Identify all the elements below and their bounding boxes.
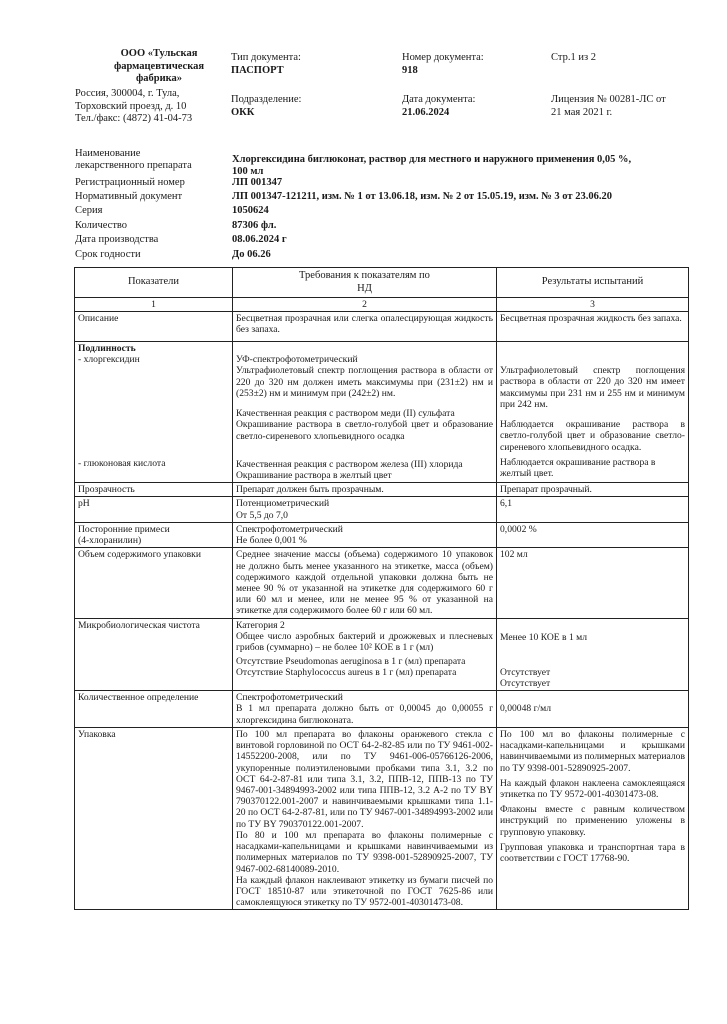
column-number: 3 [497, 298, 689, 312]
micro-result: Отсутствует [500, 666, 551, 678]
row-result: Бесцветная прозрачная жидкость без запаха. [497, 312, 689, 342]
micro-result: Отсутствует [500, 678, 551, 690]
meta-row-norm-doc [75, 191, 687, 203]
row-label: Объем содержимого упаковки [75, 548, 233, 618]
table-row-ph [75, 497, 689, 522]
identity-result: Наблюдается окрашивание раствора в желтый цвет. [500, 456, 656, 479]
row-result: 6,1 [497, 497, 689, 522]
identity-result: Наблюдается окрашивание раствора в светло-голубой цвет и образование светло-сиреневого хлопьевидного осадка. [500, 419, 685, 453]
identity-method: Качественная реакция с раствором железа (III) хлорида [236, 458, 463, 470]
table-number-row [75, 298, 689, 312]
doc-date-label: Дата документа: [402, 94, 476, 105]
row-requirement: Препарат должен быть прозрачным. [233, 483, 497, 497]
meta-label: Срок годности [75, 249, 141, 260]
micro-result: Менее 10 КОЕ в 1 мл [500, 631, 588, 643]
row-label: Микробиологическая чистота [75, 618, 233, 691]
meta-label: Дата производства [75, 234, 159, 245]
meta-row-production-date [75, 234, 687, 246]
results-table [74, 267, 689, 910]
identity-result: Ультрафиолетовый спектр поглощения раствора в области от 220 до 320 нм имеет максимумы при 231 нм и 255 нм и минимум при 242 нм. [500, 365, 685, 410]
meta-row-quantity [75, 220, 687, 232]
meta-label: Нормативный документ [75, 191, 183, 202]
row-result: 102 мл [497, 548, 689, 618]
table-row-description [75, 312, 689, 342]
page-indicator: Стр.1 из 2 [551, 52, 596, 63]
row-sublabel: - хлоргексидин [78, 354, 140, 366]
meta-value: 1050624 [232, 205, 269, 216]
meta-value: ЛП 001347-121211, изм. № 1 от 13.06.18, изм. № 2 от 15.05.19, изм. № 3 от 23.06.20 [232, 191, 612, 202]
table-row-transparency [75, 483, 689, 497]
doc-type-value: ПАСПОРТ [231, 65, 284, 76]
row-requirement: Спектрофотометрический Не более 0,001 % [233, 522, 497, 547]
meta-label: Серия [75, 205, 103, 216]
row-label: Количественное определение [75, 691, 233, 728]
header-requirements: Требования к показателям по НД [233, 268, 497, 298]
packaging-result: По 100 мл во флаконы полимерные с насадками-капельницами и крышками навинчиваемыми из полимерных материалов по ТУ 9398-001-52890925-2007. [500, 728, 685, 774]
row-result [497, 618, 689, 691]
row-label: Упаковка [75, 727, 233, 910]
meta-row-reg-number [75, 177, 687, 189]
header-results: Результаты испытаний [497, 268, 689, 298]
packaging-result: На каждый флакон наклеена самоклеящаяся этикетка по ТУ 9572-001-40301473-08. [500, 777, 685, 800]
identity-criterion: Окрашивание раствора в желтый цвет [236, 469, 392, 481]
row-requirement [233, 727, 497, 910]
row-requirement: Потенциометрический От 5,5 до 7,0 [233, 497, 497, 522]
table-row-identity [75, 342, 689, 483]
identity-method: Качественная реакция с раствором меди (II) сульфата [236, 408, 455, 420]
meta-row-expiry [75, 249, 687, 261]
row-result [497, 342, 689, 483]
packaging-requirement: По 80 и 100 мл препарата во флаконы полимерные с насадками-капельницами и крышками навинчиваемыми из полимерных материалов по ТУ 9398-001-52890925-2007, ТУ 9467-002-68140089-2010. [236, 829, 493, 875]
meta-value: 08.06.2024 г [232, 234, 287, 245]
row-label: Посторонние примеси (4-хлоранилин) [75, 522, 233, 547]
row-result: 0,0002 % [497, 522, 689, 547]
meta-row-product [75, 148, 687, 179]
row-requirement: Спектрофотометрический В 1 мл препарата должно быть от 0,00045 до 0,00055 г хлоргексидина биглюконата. [233, 691, 497, 728]
row-label: Прозрачность [75, 483, 233, 497]
meta-label: Наименование лекарственного препарата [75, 148, 192, 172]
table-row-volume [75, 548, 689, 618]
doc-number-label: Номер документа: [402, 52, 484, 63]
row-label-cell [75, 342, 233, 483]
micro-category: Категория 2 [236, 619, 285, 631]
meta-label: Количество [75, 220, 128, 231]
division-label: Подразделение: [231, 94, 302, 105]
row-result: Препарат прозрачный. [497, 483, 689, 497]
table-row-microbiology [75, 618, 689, 691]
meta-value: До 06.26 [232, 249, 271, 260]
packaging-result: Групповая упаковка и транспортная тара в соответствии с ГОСТ 17768-90. [500, 841, 685, 865]
table-header-row [75, 268, 689, 298]
division-value: ОКК [231, 107, 255, 118]
packaging-requirement: На каждый флакон наклеивают этикетку из бумаги писчей по ГОСТ 18510-87 или этикеточной по ГОСТ 7625-86 или самоклеящуюся этикетку по ТУ 9572-001-40301473-08. [236, 874, 493, 909]
row-requirement: Среднее значение массы (объема) содержимого 10 упаковок не должно быть менее указанного на этикетке, масса (объем) содержимого каждой отдельной упаковки должна быть не менее 90 % от указанной на этикетке для содержимого 60 г или 60 мл и менее, или не менее 95 % от указанной на этикетке для содержимого более 60 г или 60 мл. [233, 548, 497, 618]
packaging-requirement: По 100 мл препарата во флаконы оранжевого стекла с винтовой горловиной по ОСТ 64-2-82-85 или по ТУ 9461-002-14552200-2008, или по ТУ 9461-006-05766126-2006, укупоренные полиэтиленовыми пробками типа 3.1, 3.2 по ОСТ 64-2-87-81 или типа 3.1, 3.2, ППВ-12, ППВ-13 по ТУ 9467-001-34894993-2002 или типа ППВ-12, 3.2 А-2 по ТУ BY 790370122.001-2007 и навинчиваемыми крышками типа 1.1-20 по ОСТ 64-2-87-81, или по ТУ 9467-001-34894993-2002 или по ТУ BY 790370122.001-2007. [236, 728, 493, 830]
identity-criterion: Ультрафиолетовый спектр поглощения раствора в области от 220 до 320 нм должен иметь максимумы при (231±2) нм и (253±2) нм и минимум при (242±2) нм. [236, 365, 493, 399]
column-number: 2 [233, 298, 497, 312]
micro-criterion: Отсутствие Staphylococcus aureus в 1 г (мл) препарата [236, 667, 457, 679]
company-address: Россия, 300004, г. Тула, Торховский проезд, д. 10 Тел./факс: (4872) 41-04-73 [75, 88, 193, 125]
doc-type-label: Тип документа: [231, 52, 301, 63]
row-label: Подлинность [78, 343, 136, 355]
row-label: pH [75, 497, 233, 522]
meta-label: Регистрационный номер [75, 177, 185, 188]
table-row-packaging [75, 727, 689, 910]
license-info: Лицензия № 00281-ЛС от 21 мая 2021 г. [551, 94, 666, 118]
doc-date-value: 21.06.2024 [402, 107, 450, 118]
identity-method: УФ-спектрофотометрический [236, 354, 358, 366]
row-result [497, 727, 689, 910]
company-name: ООО «Тульская фармацевтическая фабрика» [113, 48, 205, 85]
row-result: 0,00048 г/мл [497, 691, 689, 728]
header-indicators: Показатели [75, 268, 233, 298]
meta-row-series [75, 205, 687, 217]
row-requirement [233, 342, 497, 483]
packaging-result: Флаконы вместе с равным количеством инструкций по применению уложены в групповую упаковку. [500, 804, 685, 838]
meta-value: ЛП 001347 [232, 177, 283, 188]
meta-value: 87306 фл. [232, 220, 277, 231]
row-label: Описание [75, 312, 233, 342]
doc-number-value: 918 [402, 65, 418, 76]
table-row-assay [75, 691, 689, 728]
row-sublabel: - глюконовая кислота [78, 457, 166, 469]
table-row-impurities [75, 522, 689, 547]
row-requirement: Бесцветная прозрачная или слегка опалесцирующая жидкость без запаха. [233, 312, 497, 342]
meta-value: Хлоргексидина биглюконат, раствор для местного и наружного применения 0,05 %, 100 мл [232, 154, 632, 178]
micro-criterion: Отсутствие Pseudomonas aeruginosa в 1 г (мл) препарата [236, 656, 466, 668]
column-number: 1 [75, 298, 233, 312]
identity-criterion: Окрашивание раствора в светло-голубой цвет и образование светло-сиреневого хлопьевидного осадка [236, 419, 493, 442]
micro-criterion: Общее число аэробных бактерий и дрожжевых и плесневых грибов (суммарно) – не более 10² КОЕ в 1 г (мл) [236, 630, 493, 654]
row-requirement [233, 618, 497, 691]
